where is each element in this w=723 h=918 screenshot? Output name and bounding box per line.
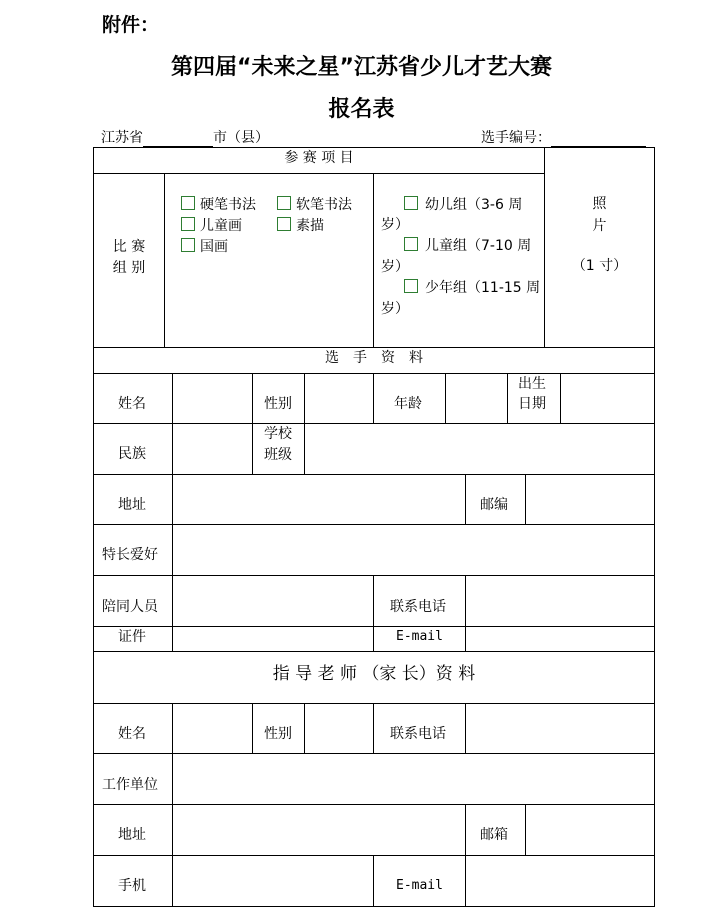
contestant-school-label-1: 学校 xyxy=(264,426,292,442)
item-checkbox-children-painting[interactable] xyxy=(181,217,195,231)
event-section-title: 参 赛 项 目 xyxy=(284,150,354,166)
contestant-number-field xyxy=(481,127,646,147)
contestant-gender-label: 性别 xyxy=(264,396,292,412)
contestant-address-label: 地址 xyxy=(118,497,146,513)
item-label-chinese-painting: 国画 xyxy=(200,239,228,255)
age-checkbox-junior[interactable] xyxy=(404,279,418,293)
item-label-children-painting: 儿童画 xyxy=(200,218,242,234)
contestant-hobbies-label: 特长爱好 xyxy=(102,547,158,563)
contestant-number-blank[interactable] xyxy=(551,132,646,147)
attachment-label: 附件： xyxy=(102,14,160,36)
item-checkbox-sketch[interactable] xyxy=(277,217,291,231)
contestant-phone-label: 联系电话 xyxy=(390,599,446,615)
item-label-brush: 软笔书法 xyxy=(296,197,352,213)
companion-label: 陪同人员 xyxy=(102,599,158,615)
age-label-infant-2: 岁） xyxy=(381,217,409,233)
teacher-gender-label: 性别 xyxy=(264,726,292,742)
photo-size-label: （1 寸） xyxy=(571,258,628,274)
item-checkbox-hard-pen[interactable] xyxy=(181,196,195,210)
contestant-age-label: 年龄 xyxy=(394,396,422,412)
contestant-birth-label-2: 日期 xyxy=(518,396,546,412)
contestant-school-label-2: 班级 xyxy=(264,447,292,463)
form-subtitle: 报名表 xyxy=(328,97,395,122)
teacher-phone-label: 联系电话 xyxy=(390,726,446,742)
age-label-junior-1: 少年组（11-15 周 xyxy=(425,280,541,296)
contestant-name-label: 姓名 xyxy=(118,396,146,412)
age-checkbox-infant[interactable] xyxy=(404,196,418,210)
teacher-name-label: 姓名 xyxy=(118,726,146,742)
form-title: 第四届“未来之星”江苏省少儿才艺大赛 xyxy=(171,55,552,80)
item-label-sketch: 素描 xyxy=(296,218,324,234)
teacher-work-label: 工作单位 xyxy=(102,777,158,793)
item-label-hard-pen: 硬笔书法 xyxy=(200,197,256,213)
contestant-postcode-label: 邮编 xyxy=(480,497,508,513)
group-label-1: 比 赛 xyxy=(112,239,146,255)
age-checkbox-child[interactable] xyxy=(404,237,418,251)
age-label-junior-2: 岁） xyxy=(381,301,409,317)
age-label-infant-1: 幼儿组（3-6 周 xyxy=(425,197,523,213)
contestant-birth-label-1: 出生 xyxy=(518,376,546,392)
contestant-ethnicity-label: 民族 xyxy=(118,446,146,462)
age-label-child-2: 岁） xyxy=(381,259,409,275)
city-label: 市（县） xyxy=(213,130,269,146)
teacher-section-title: 指 导 老 师 （家 长）资 料 xyxy=(272,664,476,684)
teacher-address-label: 地址 xyxy=(118,827,146,843)
contestant-number-label: 选手编号： xyxy=(481,130,551,146)
province-label: 江苏省 xyxy=(101,130,143,146)
photo-label-1: 照 xyxy=(592,196,607,212)
photo-label-2: 片 xyxy=(592,218,607,234)
province-field xyxy=(101,127,269,147)
contestant-section-title: 选 手 资 料 xyxy=(325,350,423,366)
teacher-email-label: E-mail xyxy=(396,878,443,893)
age-label-child-1: 儿童组（7-10 周 xyxy=(425,238,532,254)
contestant-email-label: E-mail xyxy=(396,629,443,644)
city-blank[interactable] xyxy=(143,132,213,147)
contestant-id-label: 证件 xyxy=(118,629,146,645)
teacher-postbox-label: 邮箱 xyxy=(480,827,508,843)
item-checkbox-chinese-painting[interactable] xyxy=(181,238,195,252)
group-label-2: 组 别 xyxy=(112,260,146,276)
item-checkbox-brush[interactable] xyxy=(277,196,291,210)
teacher-mobile-label: 手机 xyxy=(118,878,146,894)
